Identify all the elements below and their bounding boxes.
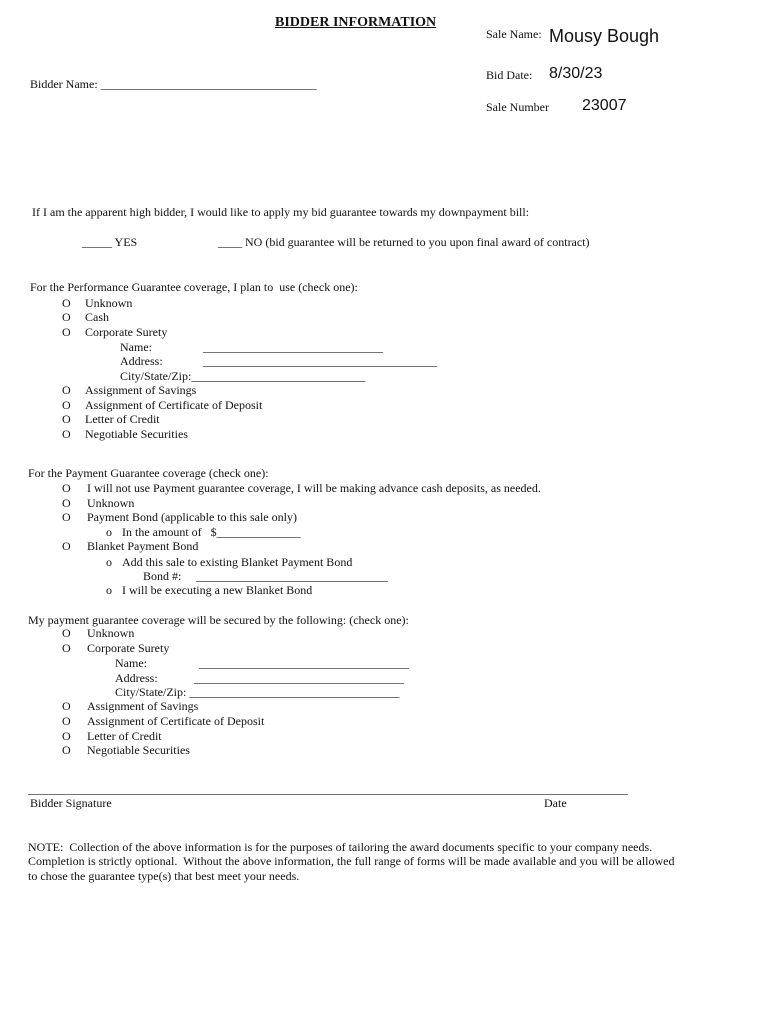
secured-option-marker[interactable]: O <box>62 699 71 713</box>
note-line-2: Completion is strictly optional. Without the above information, the full range of forms will be made available and you will be allowed <box>28 854 675 868</box>
sale-number-label: Sale Number <box>486 100 549 114</box>
secured-surety-name-label: Name: <box>115 656 147 670</box>
page-title: BIDDER INFORMATION <box>275 15 437 30</box>
sale-name-label: Sale Name: <box>486 27 542 41</box>
signature-label: Bidder Signature <box>30 796 112 810</box>
performance-option-savings: Assignment of Savings <box>85 383 197 397</box>
payment-blanket-new: I will be executing a new Blanket Bond <box>122 583 313 597</box>
signature-line[interactable]: ____________________________________________________________________________________________________ <box>28 782 628 796</box>
payment-option-marker[interactable]: O <box>62 510 71 524</box>
performance-option-marker[interactable]: O <box>62 427 71 441</box>
performance-option-corporate-surety: Corporate Surety <box>85 325 168 339</box>
performance-option-letter-of-credit: Letter of Credit <box>85 412 160 426</box>
secured-option-unknown: Unknown <box>87 626 135 640</box>
secured-option-savings: Assignment of Savings <box>87 699 199 713</box>
performance-option-marker[interactable]: O <box>62 310 71 324</box>
performance-option-marker[interactable]: O <box>62 296 71 310</box>
performance-option-unknown: Unknown <box>85 296 133 310</box>
payment-option-payment-bond: Payment Bond (applicable to this sale only) <box>87 510 297 524</box>
performance-option-marker[interactable]: O <box>62 412 71 426</box>
secured-surety-city-field[interactable]: City/State/Zip: ___________________________________ <box>115 685 400 699</box>
secured-surety-name-line[interactable]: ___________________________________ <box>199 656 409 670</box>
note-line-1: NOTE: Collection of the above information is for the purposes of tailoring the award documents specific to your company needs. <box>28 840 653 854</box>
payment-option-marker[interactable]: O <box>62 539 71 553</box>
date-label: Date <box>544 796 567 810</box>
secured-option-cd: Assignment of Certificate of Deposit <box>87 714 265 728</box>
performance-option-marker[interactable]: O <box>62 383 71 397</box>
performance-option-marker[interactable]: O <box>62 398 71 412</box>
performance-surety-city-field[interactable]: City/State/Zip:_____________________________ <box>120 369 366 383</box>
bid-date-label: Bid Date: <box>486 68 533 82</box>
performance-option-marker[interactable]: O <box>62 325 71 339</box>
secured-surety-address-line[interactable]: ___________________________________ <box>194 671 404 685</box>
payment-option-marker[interactable]: O <box>62 496 71 510</box>
secured-option-marker[interactable]: O <box>62 641 71 655</box>
note-line-3: to chose the guarantee type(s) that best meet your needs. <box>28 869 300 883</box>
payment-option-blanket-bond: Blanket Payment Bond <box>87 539 199 553</box>
payment-sub-marker[interactable]: o <box>106 583 112 597</box>
payment-amount-field[interactable]: In the amount of $______________ <box>122 525 301 539</box>
performance-heading: For the Performance Guarantee coverage, I plan to use (check one): <box>30 280 358 294</box>
performance-surety-name-label: Name: <box>120 340 152 354</box>
secured-heading: My payment guarantee coverage will be secured by the following: (check one): <box>28 613 409 627</box>
performance-option-cd: Assignment of Certificate of Deposit <box>85 398 263 412</box>
performance-option-negotiable-securities: Negotiable Securities <box>85 427 188 441</box>
bid-guarantee-question: If I am the apparent high bidder, I would like to apply my bid guarantee towards my downpayment bill: <box>32 205 530 219</box>
payment-option-unknown: Unknown <box>87 496 135 510</box>
performance-surety-address-label: Address: <box>120 354 163 368</box>
payment-blanket-existing: Add this sale to existing Blanket Payment Bond <box>122 555 353 569</box>
payment-option-cash-deposits: I will not use Payment guarantee coverage, I will be making advance cash deposits, as needed. <box>87 481 541 495</box>
secured-option-marker[interactable]: O <box>62 626 71 640</box>
performance-surety-address-line[interactable]: _______________________________________ <box>203 354 437 368</box>
payment-heading: For the Payment Guarantee coverage (check one): <box>28 466 269 480</box>
bid-date-value: 8/30/23 <box>549 65 603 82</box>
bid-guarantee-no[interactable]: ____ NO (bid guarantee will be returned to you upon final award of contract) <box>218 235 590 249</box>
secured-option-corporate-surety: Corporate Surety <box>87 641 170 655</box>
bidder-name-field[interactable]: Bidder Name: ____________________________________ <box>30 77 317 91</box>
bid-guarantee-yes[interactable]: _____ YES <box>82 235 138 249</box>
payment-bond-number-line[interactable]: ________________________________ <box>196 569 388 583</box>
secured-option-marker[interactable]: O <box>62 729 71 743</box>
secured-option-marker[interactable]: O <box>62 743 71 757</box>
payment-sub-marker[interactable]: o <box>106 555 112 569</box>
secured-option-negotiable-securities: Negotiable Securities <box>87 743 190 757</box>
payment-sub-marker[interactable]: o <box>106 525 112 539</box>
secured-option-marker[interactable]: O <box>62 714 71 728</box>
payment-bond-number-label: Bond #: <box>143 569 182 583</box>
performance-surety-name-line[interactable]: ______________________________ <box>203 340 383 354</box>
performance-option-cash: Cash <box>85 310 109 324</box>
sale-name-value: Mousy Bough <box>549 26 660 46</box>
secured-option-letter-of-credit: Letter of Credit <box>87 729 162 743</box>
sale-number-value: 23007 <box>582 97 627 114</box>
secured-surety-address-label: Address: <box>115 671 158 685</box>
payment-option-marker[interactable]: O <box>62 481 71 495</box>
